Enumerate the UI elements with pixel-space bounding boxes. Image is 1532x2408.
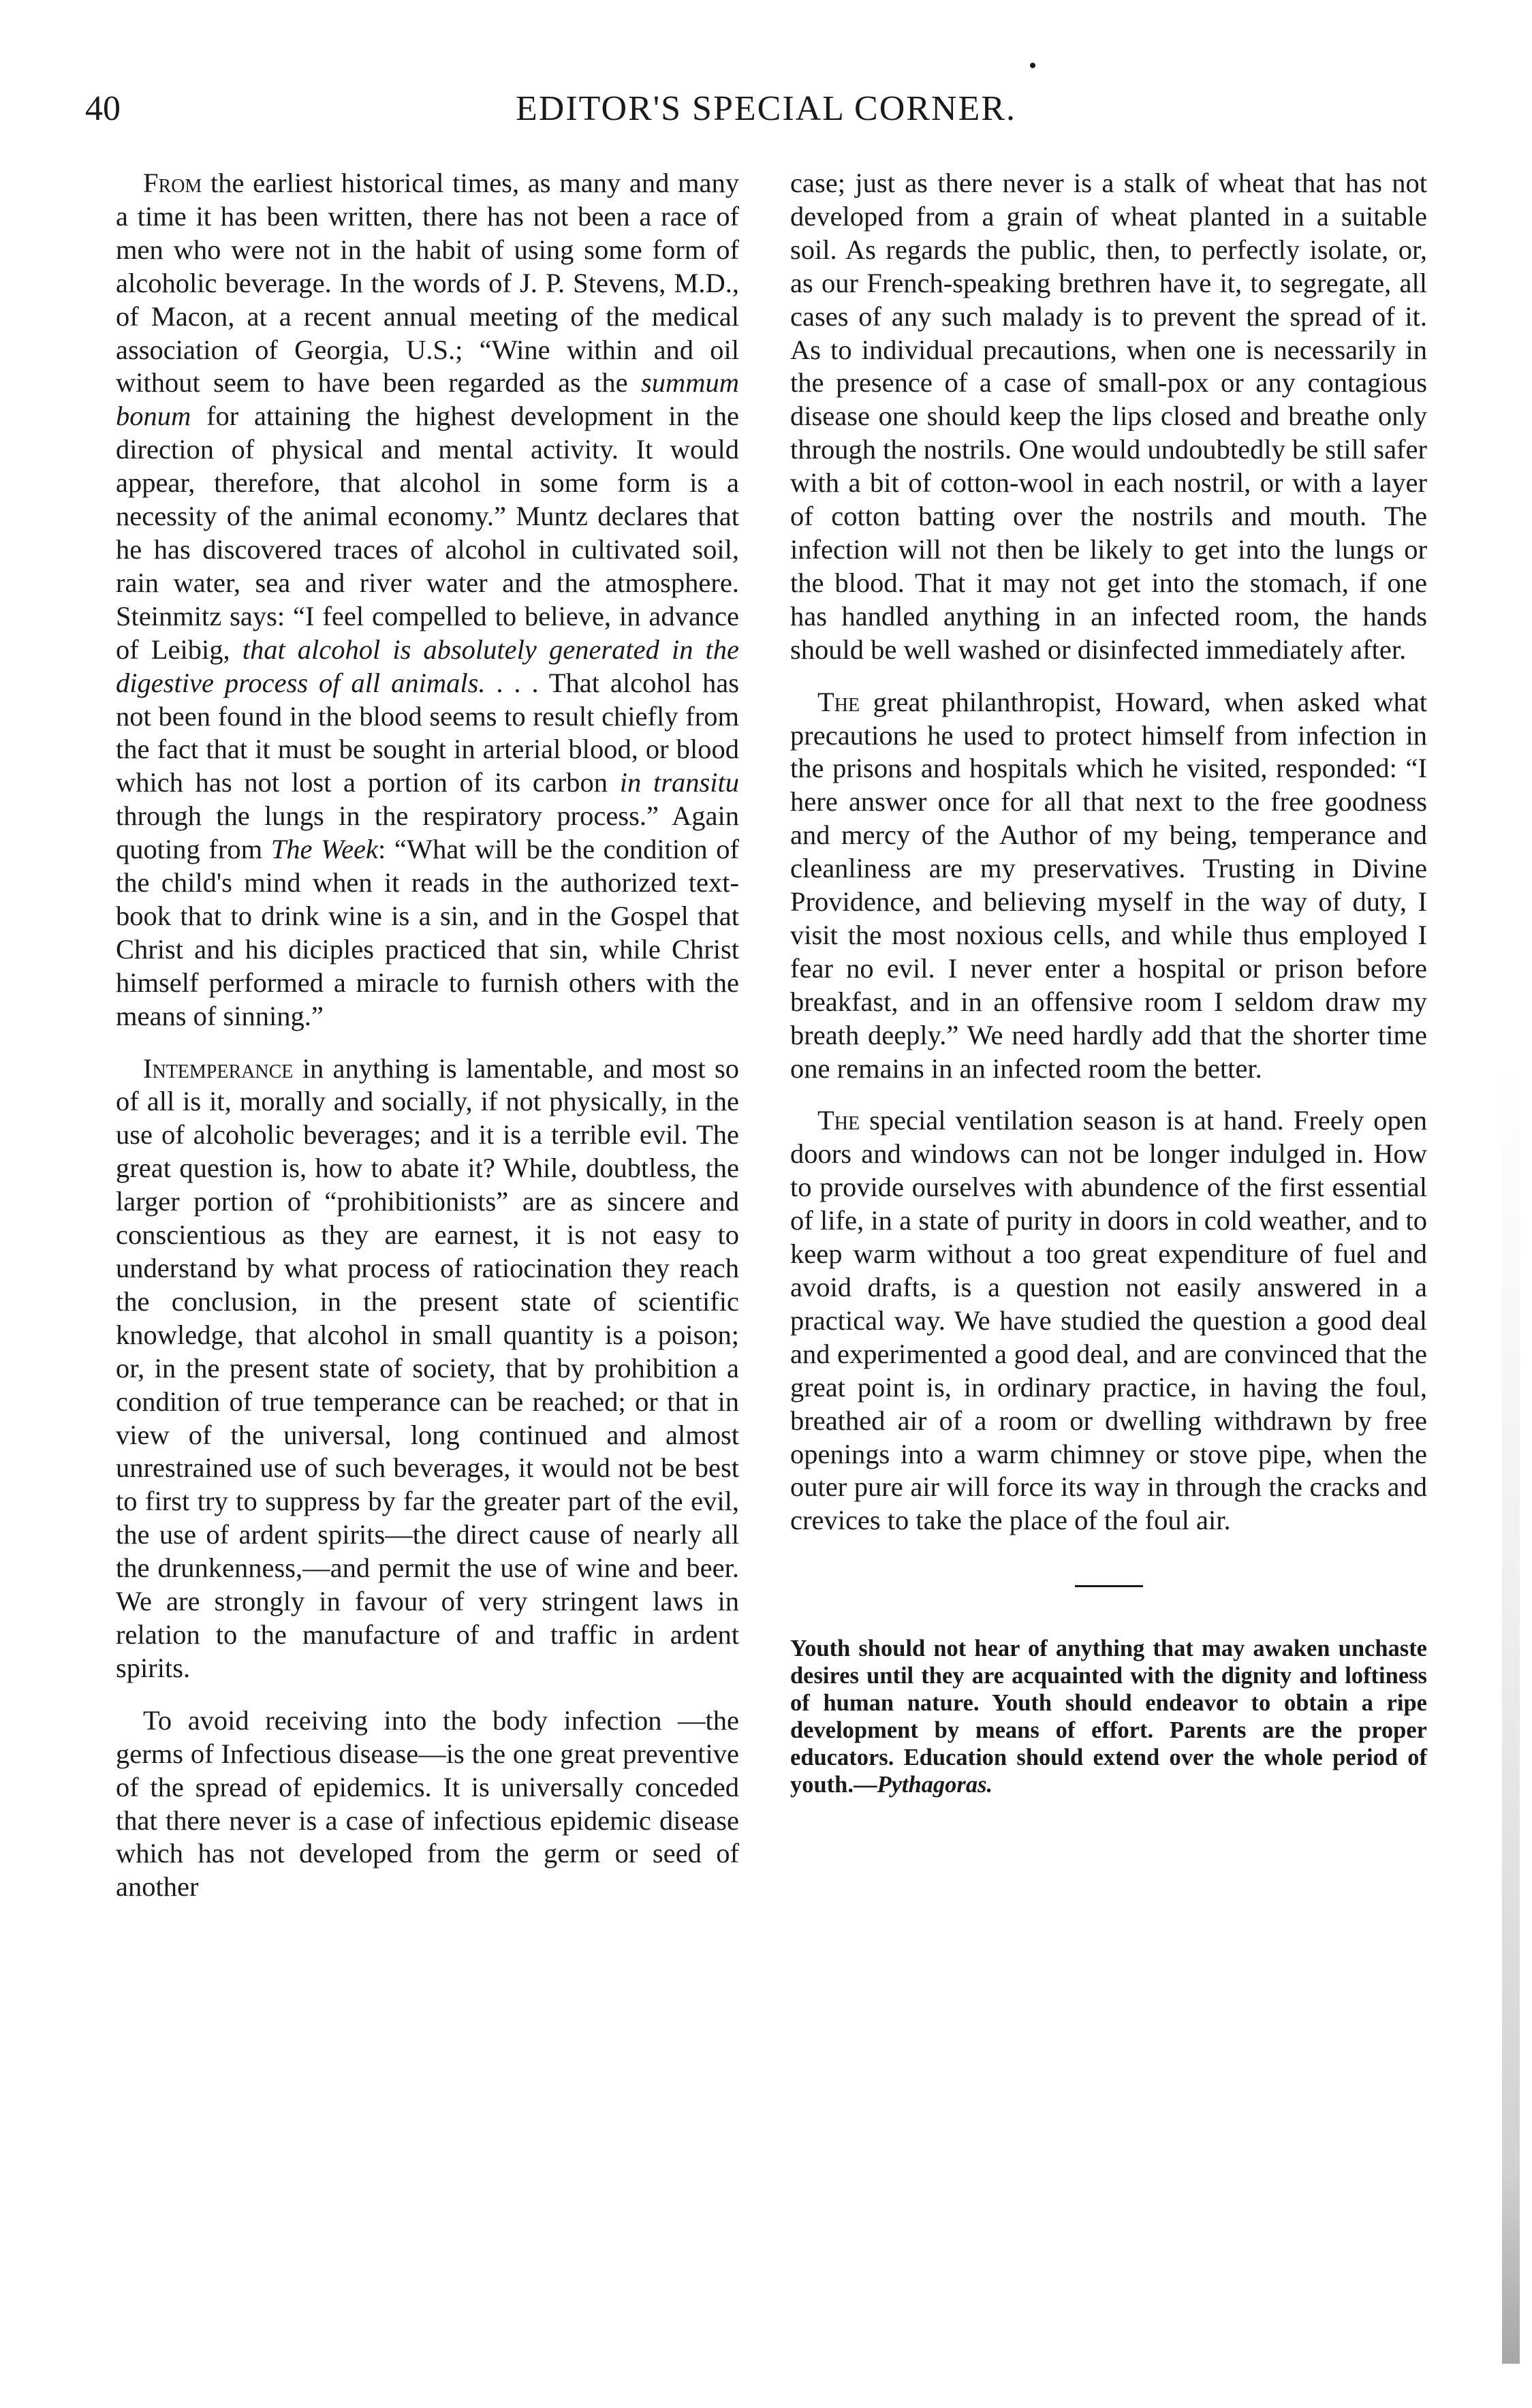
text-run: case; just as there never is a stalk of wheat that has not developed from a grain of wheat planted in a suitable soil. As regards the public, then, to perfectly isolate, or, as our French-speaking brethren have it, to segregate, all cases of any such malady is to prevent the spread of it. As to individual precautions, when one is necessarily in the presence of a case of small-pox or any contagious disease one should keep the lips closed and breathe only through the nostrils. One would undoubtedly be still safer with a bit of cotton-wool in each nostril, or with a layer of cotton batting over the nostrils and mouth. The infection will not then be likely to get into the lungs or the blood. That it may not get into the stomach, if one has handled anything in an infected room, the hands should be well washed or disinfected immediately after. bbox=[790, 168, 1427, 665]
text-run: great philanthropist, Howard, when asked what precautions he used to protect himself from infection in the prisons and hospitals which he visited, responded: “I here answer once for all that next to the free goodness and mercy of the Author of my being, temperance and cleanliness are my preservatives. Trusting in Divine Providence, and believing myself in the way of duty, I visit the most noxious cells, and while thus employed I fear no evil. I never enter a hospital or prison before breakfast, and in an offensive room I seldom draw my breath deeply.” We need hardly add that the shorter time one remains in an infected room the better. bbox=[790, 686, 1427, 1084]
lead-word: The bbox=[817, 686, 860, 717]
paragraph-infection bbox=[116, 1704, 739, 1904]
section-divider bbox=[1075, 1585, 1143, 1587]
paragraph-intemperance bbox=[116, 1052, 739, 1685]
quote-text: Youth should not hear of anything that may awaken unchaste desires until they are acquainted with the dignity and loftiness of human nature. Youth should endeavor to obtain a ripe development by means of effort. Parents are the proper educators. Education should extend over the whole period of youth.— bbox=[790, 1636, 1427, 1798]
text-run: the earliest historical times, as many and many a time it has been written, there has not been a race of men who were not in the habit of using some form of alcoholic beverage. In the words of J. P. Stevens, M.D., of Macon, at a recent annual meeting of the medical association of Georgia, U.S.; “Wine within and oil without seem to have been regarded as the bbox=[116, 168, 739, 398]
text-run: for attaining the highest development in the direction of physical and mental activity. It would appear, therefore, that alcohol in some form is a necessity of the animal economy.” Muntz declares that he has discovered traces of alcohol in cultivated soil, rain water, sea and river water and the atmosphere. Steinmitz says: “I feel compelled to believe, in advance of Leibig, bbox=[116, 401, 739, 665]
paragraph-infection-continued bbox=[790, 167, 1427, 667]
paragraph-ventilation bbox=[790, 1104, 1427, 1537]
quote-attribution: Pythagoras. bbox=[877, 1772, 993, 1798]
italic-phrase: in transitu bbox=[619, 767, 740, 798]
left-column bbox=[116, 167, 739, 1923]
page-mark bbox=[1030, 63, 1035, 68]
italic-phrase: that alcohol is absolutely generated in the digestive process of all animals. bbox=[116, 634, 739, 698]
right-column bbox=[790, 167, 1427, 1798]
publication-title: The Week bbox=[270, 834, 379, 865]
pythagoras-quote bbox=[790, 1635, 1427, 1798]
scan-edge-speckle bbox=[1502, 1063, 1520, 2364]
lead-word: The bbox=[817, 1105, 860, 1136]
italic-phrase: summum bonum bbox=[116, 367, 739, 432]
running-title: EDITOR'S SPECIAL CORNER. bbox=[516, 89, 1016, 128]
text-run: through the lungs in the respiratory process.” Again quoting from bbox=[116, 800, 739, 865]
paragraph-alcohol-history bbox=[116, 167, 739, 1033]
paragraph-howard bbox=[790, 686, 1427, 1086]
page-number: 40 bbox=[85, 89, 121, 128]
lead-word: Intemperance bbox=[143, 1052, 294, 1084]
lead-word: From bbox=[143, 168, 202, 198]
text-run: special ventilation season is at hand. Freely open doors and windows can not be longer indulged in. How to provide ourselves with abundence of the first essential of life, in a state of purity in doors in cold weather, and to keep warm without a too great expenditure of fuel and avoid drafts, is a question not easily answered in a practical way. We have studied the question a good deal and experimented a good deal, and are convinced that the great point is, in ordinary practice, in having the foul, breathed air of a room or dwelling withdrawn by free openings into a warm chimney or stove pipe, when the outer pure air will force its way in through the cracks and crevices to take the place of the foul air. bbox=[790, 1105, 1427, 1536]
text-run: To avoid receiving into the body infection —the germs of Infectious disease—is the one great preventive of the spread of epidemics. It is universally conceded that there never is a case of infectious epidemic disease which has not developed from the germ or seed of another bbox=[116, 1704, 739, 1903]
text-run: in anything is lamentable, and most so of all is it, morally and socially, if not physically, in the use of alcoholic beverages; and it is a terrible evil. The great question is, how to abate it? While, doubtless, the larger portion of “prohibitionists” are as sincere and conscientious as they are earnest, it is not easy to understand by what process of ratiocination they reach the conclusion, in the present state of scientific knowledge, that alcohol in small quantity is a poison; or, in the present state of society, that by prohibition a condition of true temperance can be reached; or that in view of the universal, long continued and almost unrestrained use of such beverages, it would not be best to first try to suppress by far the greater part of the evil, the use of ardent spirits—the direct cause of nearly all the drunkenness,—and permit the use of wine and beer. We are strongly in favour of very stringent laws in relation to the manufacture of and traffic in ardent spirits. bbox=[116, 1052, 739, 1683]
text-run: . . . That alcohol has not been found in the blood seems to result chiefly from the fact that it must be sought in arterial blood, or blood which has not lost a portion of its carbon bbox=[116, 667, 739, 798]
text-run: : “What will be the condition of the child's mind when it reads in the authorized text-book that to drink wine is a sin, and in the Gospel that Christ and his diciples practiced that sin, while Christ himself performed a miracle to furnish others with the means of sinning.” bbox=[116, 834, 740, 1031]
